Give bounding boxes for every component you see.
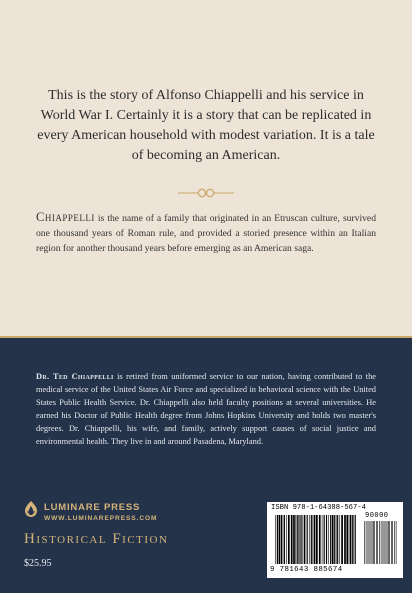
barcode-main-bars [275, 515, 357, 564]
barcode-bar [313, 515, 314, 564]
story-text: is the name of a family that originated in an Etruscan culture, survived one thousand years of Roman rule, and provided a storied presence within an Italian region for another thousand years before emerging as an American saga. [36, 213, 376, 254]
barcode-bar [279, 515, 281, 564]
barcode-bar [352, 515, 353, 564]
barcode-bar [291, 515, 293, 564]
barcode-bar [364, 521, 365, 564]
barcode-bar [336, 515, 337, 564]
story-family-name: Chiappelli [36, 210, 95, 224]
barcode-bar [372, 521, 373, 564]
barcode-bar [281, 515, 282, 564]
barcode-bar [275, 515, 276, 564]
barcode-bar [391, 521, 392, 564]
luminare-logo-icon [24, 501, 38, 517]
story-paragraph [36, 210, 376, 256]
barcode-bar [324, 515, 325, 564]
barcode-bar [330, 515, 331, 564]
isbn-barcode [267, 502, 403, 578]
barcode-bar [387, 521, 388, 564]
barcode-bar [366, 521, 367, 564]
barcode-addon-bars [364, 521, 398, 564]
barcode-bar [337, 515, 338, 564]
barcode-bar [328, 515, 329, 564]
barcode-bar [295, 515, 296, 564]
barcode-bar [392, 521, 393, 564]
barcode-bar [355, 515, 356, 564]
barcode-bar [288, 515, 290, 564]
barcode-bar [350, 515, 351, 564]
barcode-bar [374, 521, 375, 564]
barcode-bar [369, 521, 370, 564]
price: $25.95 [24, 558, 52, 569]
barcode-bar [353, 515, 354, 564]
author-bio [36, 370, 376, 448]
barcode-bar [283, 515, 284, 564]
barcode-bar [381, 521, 382, 564]
barcode-bar [396, 521, 397, 564]
ornament-divider-icon [176, 186, 236, 200]
barcode-bar [379, 521, 380, 564]
barcode-bar [394, 521, 395, 564]
barcode-bar [297, 515, 298, 564]
barcode-bar [334, 515, 335, 564]
barcode-bar [373, 521, 374, 564]
ean-number: 9 781643 885674 [270, 566, 343, 574]
barcode-bar [384, 521, 385, 564]
barcode-bar [332, 515, 334, 564]
barcode-bar [298, 515, 299, 564]
barcode-bar [346, 515, 348, 564]
barcode-bar [344, 515, 346, 564]
barcode-bar [277, 515, 278, 564]
barcode-bar [349, 515, 350, 564]
barcode-bar [339, 515, 340, 564]
barcode-bar [316, 515, 318, 564]
barcode-bar [307, 515, 308, 564]
barcode-bar [311, 515, 312, 564]
barcode-addon-number: 90000 [365, 512, 389, 520]
barcode-bar [341, 515, 343, 564]
barcode-bar [322, 515, 323, 564]
publisher-url: WWW.LUMINAREPRESS.COM [44, 515, 158, 522]
genre-label: Historical Fiction [24, 531, 169, 547]
barcode-bar [293, 515, 295, 564]
tagline: This is the story of Alfonso Chiappelli and his service in World War I. Certainly it is a story that can be replicated in every American household with modest variation. It is a tale of becoming an American. [37, 88, 375, 163]
author-name: Dr. Ted Chiappelli [36, 372, 114, 381]
barcode-bar [286, 515, 287, 564]
barcode-bar [389, 521, 390, 564]
barcode-bar [326, 515, 327, 564]
barcode-bar [300, 515, 301, 564]
barcode-bar [371, 521, 372, 564]
barcode-bar [301, 515, 302, 564]
barcode-bar [376, 521, 377, 564]
barcode-bar [314, 515, 316, 564]
isbn-number: ISBN 978-1-64388-567-4 [271, 504, 366, 512]
author-bio-text: is retired from uniformed service to our nation, having contributed to the medical service of the United States Air Force and specialized in behavioral science with the United States Public Health Service. Dr. Chiappelli also held faculty positions at several universities. He earned his Doctor of Public Health degree from Johns Hopkins University and holds two master's degrees. Dr. Chiappelli, his wife, and family, actively support causes of social justice and environmental health. They live in and around Pasadena, Maryland. [36, 372, 376, 446]
barcode-bar [383, 521, 384, 564]
barcode-bar [304, 515, 306, 564]
barcode-bar [377, 521, 378, 564]
barcode-bar [388, 521, 389, 564]
barcode-bar [284, 515, 285, 564]
barcode-bar [368, 521, 369, 564]
publisher-name: LUMINARE PRESS [44, 502, 141, 513]
barcode-bar [309, 515, 310, 564]
barcode-bar [386, 521, 387, 564]
barcode-bar [319, 515, 321, 564]
